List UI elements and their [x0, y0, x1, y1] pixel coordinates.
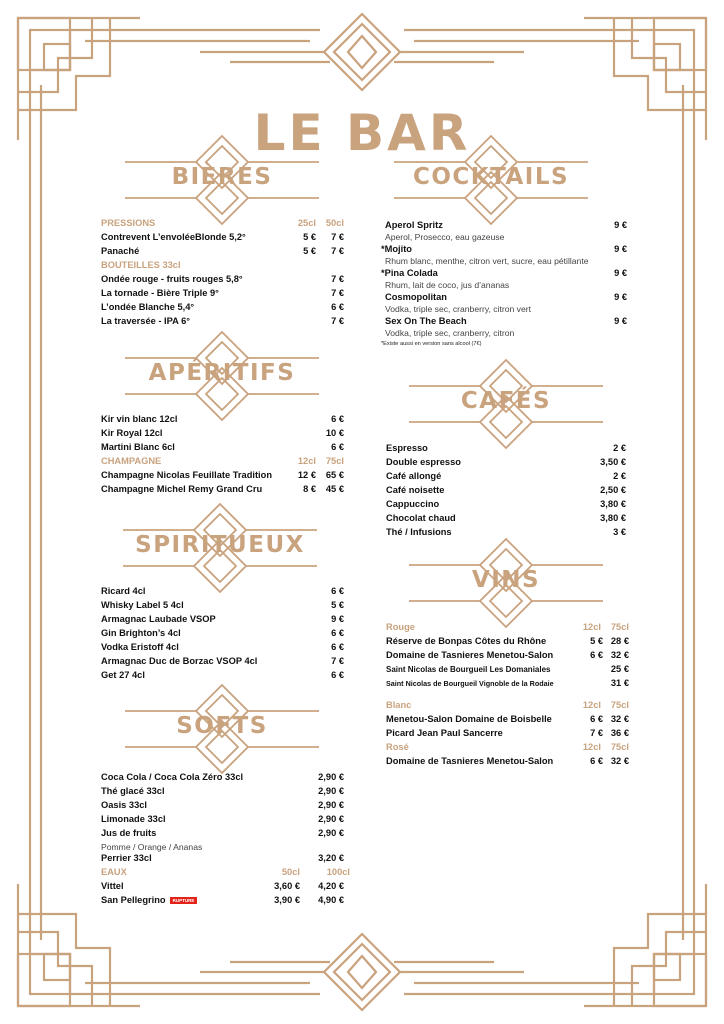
- item-price: 7 €: [590, 728, 603, 738]
- subheader-label: EAUX: [101, 867, 127, 877]
- item-price: 6 €: [331, 414, 344, 424]
- item-name: Ricard 4cl: [101, 586, 146, 596]
- menu-item: [386, 714, 629, 728]
- item-price: 65 €: [325, 470, 344, 480]
- item-name: Limonade 33cl: [101, 814, 166, 824]
- menu-item: [101, 628, 344, 642]
- menu-item: [386, 678, 629, 692]
- item-name: La traversée - IPA 6°: [101, 316, 190, 326]
- item-price: 9 €: [614, 220, 627, 230]
- menu-item: [386, 756, 629, 770]
- subheader-row: [386, 700, 629, 714]
- item-price: 9 €: [331, 614, 344, 624]
- col-header: 12cl: [582, 622, 601, 632]
- item-name: Gin Brighton’s 4cl: [101, 628, 181, 638]
- item-name: Sex On The Beach: [385, 316, 467, 326]
- item-description: Rhum, lait de coco, jus d’ananas: [385, 280, 510, 290]
- item-name: Domaine de Tasnieres Menetou-Salon: [386, 756, 554, 766]
- item-price: 31 €: [610, 678, 629, 688]
- subheader-row: [101, 218, 344, 232]
- col-header: 75cl: [325, 456, 344, 466]
- item-name: Martini Blanc 6cl: [101, 442, 175, 452]
- section-title: COCKTAILS: [412, 164, 570, 190]
- section-title: BIÈRES: [171, 164, 273, 190]
- item-name: L’ondée Blanche 5,4°: [101, 302, 195, 312]
- item-price: 9 €: [614, 244, 627, 254]
- item-price: 32 €: [610, 756, 629, 766]
- item-name: Chocolat chaud: [386, 513, 456, 523]
- menu-item: [101, 302, 344, 316]
- item-name: Thé / Infusions: [386, 527, 452, 537]
- item-name: Get 27 4cl: [101, 670, 145, 680]
- item-name: Saint Nicolas de Bourgueil Vignoble de la Rodaie: [386, 679, 554, 688]
- item-name: Kir vin blanc 12cl: [101, 414, 178, 424]
- item-name: Saint Nicolas de Bourgueil Les Domaniales: [386, 665, 551, 674]
- item-price: 7 €: [331, 274, 344, 284]
- item-price: 2 €: [613, 471, 626, 481]
- item-price: 2,90 €: [318, 772, 344, 782]
- item-price: 8 €: [303, 484, 316, 494]
- col-header: 75cl: [610, 700, 629, 710]
- item-name: Cosmopolitan: [385, 292, 447, 302]
- subheader-label: PRESSIONS: [101, 218, 156, 228]
- item-name: Cappuccino: [386, 499, 440, 509]
- menu-item: [381, 220, 627, 232]
- item-price: 5 €: [303, 232, 316, 242]
- item-name: Jus de fruits: [101, 828, 157, 838]
- item-price: 9 €: [614, 292, 627, 302]
- menu-item: [101, 828, 344, 842]
- page-title: LE BAR: [253, 104, 471, 162]
- item-price: 28 €: [610, 636, 629, 646]
- item-description: Pomme / Orange / Ananas: [101, 842, 203, 852]
- cocktails-heading: [376, 134, 606, 226]
- menu-item: [386, 664, 629, 678]
- menu-item: [381, 268, 627, 280]
- section-title: VINS: [471, 567, 541, 593]
- menu-item: [101, 614, 344, 628]
- menu-item: [386, 513, 626, 527]
- item-price: 45 €: [325, 484, 344, 494]
- item-price: 3,60 €: [274, 881, 300, 891]
- col-header: 75cl: [610, 622, 629, 632]
- item-description: Vodka, triple sec, cranberry, citron: [385, 328, 515, 338]
- item-price: 6 €: [331, 670, 344, 680]
- item-price: 2,90 €: [318, 800, 344, 810]
- item-name: Champagne Michel Remy Grand Cru: [101, 484, 263, 494]
- footnote: *Existe aussi en version sans alcool (7€): [381, 341, 482, 347]
- col-header: 12cl: [297, 456, 316, 466]
- vins-list: [386, 622, 629, 770]
- item-name: Contrevent L’envoléeBlonde 5,2°: [101, 232, 246, 242]
- item-name: Vittel: [101, 881, 124, 891]
- menu-item: [101, 232, 344, 246]
- subheader-label: CHAMPAGNE: [101, 456, 162, 466]
- menu-item: [101, 470, 344, 484]
- item-name: *Mojito: [381, 244, 412, 254]
- menu-item: [101, 800, 344, 814]
- menu-item: [386, 650, 629, 664]
- item-name: Menetou-Salon Domaine de Boisbelle: [386, 714, 552, 724]
- subheader-row: [101, 260, 344, 274]
- menu-item: [101, 484, 344, 498]
- item-price: 6 €: [590, 714, 603, 724]
- menu-item: [101, 642, 344, 656]
- menu-item: [101, 414, 344, 428]
- item-name: Whisky Label 5 4cl: [101, 600, 184, 610]
- menu-item: [101, 274, 344, 288]
- item-price: 6 €: [590, 756, 603, 766]
- col-header: 50cl: [325, 218, 344, 228]
- item-description: Aperol, Prosecco, eau gazeuse: [385, 232, 505, 242]
- menu-item: [381, 292, 627, 304]
- item-price: 32 €: [610, 650, 629, 660]
- cocktails-list: [381, 220, 627, 347]
- rupture-badge: RUPTURE: [170, 897, 198, 904]
- item-price: 5 €: [331, 600, 344, 610]
- item-price: 3,50 €: [600, 457, 626, 467]
- item-price: 7 €: [331, 288, 344, 298]
- item-price: 3,90 €: [274, 895, 300, 905]
- spiritueux-heading: [105, 502, 335, 594]
- item-price: 6 €: [590, 650, 603, 660]
- item-price: 6 €: [331, 628, 344, 638]
- item-price: 4,90 €: [318, 895, 344, 905]
- item-price: 3,20 €: [318, 853, 344, 863]
- softs-list: [101, 772, 350, 909]
- item-name: Café allongé: [386, 471, 442, 481]
- item-price: 3 €: [613, 527, 626, 537]
- col-header: 12cl: [582, 700, 601, 710]
- item-price: 5 €: [303, 246, 316, 256]
- item-price: 6 €: [331, 302, 344, 312]
- item-name: *Pina Colada: [381, 268, 438, 278]
- section-title: CAFÉS: [460, 388, 552, 414]
- bieres-heading: [107, 134, 337, 226]
- item-name: [101, 895, 252, 905]
- item-price: 7 €: [331, 246, 344, 256]
- menu-item: [386, 471, 626, 485]
- item-name: Picard Jean Paul Sancerre: [386, 728, 503, 738]
- subheader-row: [386, 622, 629, 636]
- item-price: 7 €: [331, 656, 344, 666]
- subheader-row: [101, 456, 344, 470]
- section-title: SPIRITUEUX: [135, 532, 305, 558]
- item-price: 6 €: [331, 586, 344, 596]
- bieres-list: [101, 218, 344, 330]
- item-name: Aperol Spritz: [385, 220, 443, 230]
- item-description: Vodka, triple sec, cranberry, citron vert: [385, 304, 531, 314]
- item-name: Champagne Nicolas Feuillate Tradition: [101, 470, 272, 480]
- menu-item: [101, 772, 344, 786]
- item-name: Réserve de Bonpas Côtes du Rhône: [386, 636, 547, 646]
- item-name: Thé glacé 33cl: [101, 786, 165, 796]
- vins-heading: [391, 537, 621, 629]
- item-name-text: San Pellegrino: [101, 895, 166, 905]
- menu-item: [101, 316, 344, 330]
- item-price: 10 €: [325, 428, 344, 438]
- item-name: Domaine de Tasnieres Menetou-Salon: [386, 650, 554, 660]
- menu-item: [101, 246, 344, 260]
- item-price: 2,90 €: [318, 814, 344, 824]
- subheader-row: [386, 742, 629, 756]
- item-price: 2,90 €: [318, 828, 344, 838]
- softs-heading: [107, 683, 337, 775]
- col-header: 75cl: [610, 742, 629, 752]
- menu-item: [386, 485, 626, 499]
- item-price: 25 €: [610, 664, 629, 674]
- menu-item: [101, 288, 344, 302]
- aperitifs-list: [101, 414, 344, 498]
- item-name: Panaché: [101, 246, 140, 256]
- menu-item: [101, 586, 344, 600]
- item-name: Armagnac Duc de Borzac VSOP 4cl: [101, 656, 258, 666]
- menu-item: [101, 428, 344, 442]
- menu-item: [101, 670, 344, 684]
- col-header: 50cl: [281, 867, 300, 877]
- item-price: 2,50 €: [600, 485, 626, 495]
- col-header: 100cl: [326, 867, 350, 877]
- item-price: 3,80 €: [600, 513, 626, 523]
- menu-item: [381, 244, 627, 256]
- item-name: Perrier 33cl: [101, 853, 152, 863]
- menu-item: [386, 457, 626, 471]
- menu-item: [381, 316, 627, 328]
- item-price: 7 €: [331, 316, 344, 326]
- spiritueux-list: [101, 586, 344, 684]
- item-name: Ondée rouge - fruits rouges 5,8°: [101, 274, 243, 284]
- item-name: Café noisette: [386, 485, 445, 495]
- aperitifs-heading: [107, 330, 337, 422]
- item-price: 7 €: [331, 232, 344, 242]
- item-price: 2,90 €: [318, 786, 344, 796]
- section-title: APÉRITIFS: [148, 360, 296, 386]
- item-name: Oasis 33cl: [101, 800, 148, 810]
- menu-item: [101, 853, 344, 867]
- item-price: 2 €: [613, 443, 626, 453]
- item-price: 36 €: [610, 728, 629, 738]
- menu-item: [101, 814, 344, 828]
- item-price: 5 €: [590, 636, 603, 646]
- item-name: Vodka Eristoff 4cl: [101, 642, 179, 652]
- item-price: 3,80 €: [600, 499, 626, 509]
- item-price: 9 €: [614, 268, 627, 278]
- col-header: 12cl: [582, 742, 601, 752]
- menu-item: [101, 881, 344, 895]
- item-price: 4,20 €: [318, 881, 344, 891]
- subheader-label: Rosé: [386, 742, 409, 752]
- item-name: La tornade - Bière Triple 9°: [101, 288, 219, 298]
- item-name: Armagnac Laubade VSOP: [101, 614, 216, 624]
- menu-item: [101, 656, 344, 670]
- menu-item: [386, 527, 626, 541]
- menu-item: [101, 895, 344, 909]
- item-price: 6 €: [331, 442, 344, 452]
- item-price: 9 €: [614, 316, 627, 326]
- subheader-label: BOUTEILLES 33cl: [101, 260, 181, 270]
- item-price: 6 €: [331, 642, 344, 652]
- item-name: Espresso: [386, 443, 428, 453]
- col-header: 25cl: [297, 218, 316, 228]
- subheader-label: Rouge: [386, 622, 415, 632]
- item-description: Rhum blanc, menthe, citron vert, sucre, eau pétillante: [385, 256, 589, 266]
- menu-item: [386, 636, 629, 650]
- cafes-heading: [391, 358, 621, 450]
- menu-item: [101, 786, 344, 800]
- section-title: SOFTS: [176, 713, 268, 739]
- menu-item: [386, 728, 629, 742]
- item-name: Coca Cola / Coca Cola Zéro 33cl: [101, 772, 244, 782]
- item-name: Kir Royal 12cl: [101, 428, 163, 438]
- subheader-label: Blanc: [386, 700, 412, 710]
- item-name: Double espresso: [386, 457, 461, 467]
- subheader-row: [101, 867, 350, 881]
- menu-item: [386, 499, 626, 513]
- menu-item: [101, 442, 344, 456]
- item-price: 32 €: [610, 714, 629, 724]
- menu-item: [101, 600, 344, 614]
- menu-item: [386, 443, 626, 457]
- cafes-list: [386, 443, 626, 541]
- item-price: 12 €: [297, 470, 316, 480]
